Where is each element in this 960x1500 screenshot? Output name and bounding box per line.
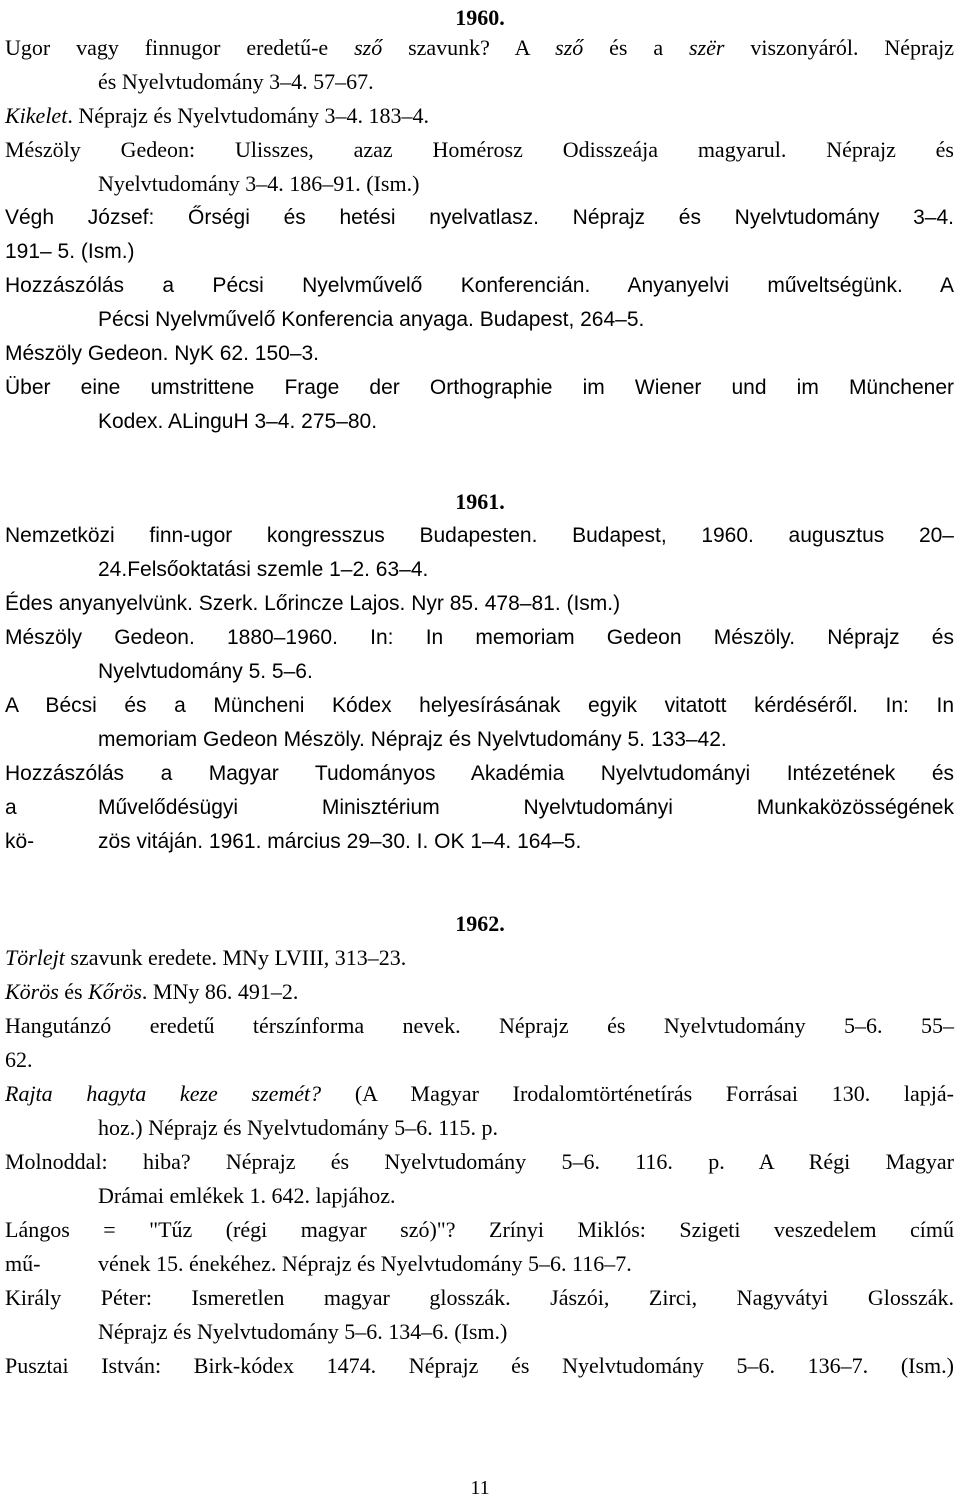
- entry-line: Über eine umstrittene Frage der Orthographie im Wiener und im Münchener: [5, 376, 954, 399]
- entry-line: Törlejt szavunk eredete. MNy LVIII, 313–23.: [5, 945, 407, 970]
- entry-line: zös vitáján. 1961. március 29–30. I. OK 1–4. 164–5.: [98, 830, 582, 853]
- entry-line: Hangutánzó eredetű térszínforma nevek. Néprajz és Nyelvtudomány 5–6. 55–: [5, 1013, 954, 1038]
- year-heading-1962: 1962.: [455, 911, 505, 936]
- entry-line: Rajta hagyta keze szemét? (A Magyar Irodalomtörténetírás Forrásai 130. lapjá-: [5, 1081, 954, 1106]
- entry-line: Hozzászólás a Magyar Tudományos Akadémia Nyelvtudományi Intézetének és: [5, 762, 954, 785]
- entry-line: A Bécsi és a Müncheni Kódex helyesírásának egyik vitatott kérdéséről. In: In: [5, 694, 954, 717]
- entry-line: 24.Felsőoktatási szemle 1–2. 63–4.: [98, 558, 429, 581]
- entry-line: Művelődésügyi Minisztérium Nyelvtudományi Munkaközösségének: [98, 796, 954, 819]
- entry-line: Pusztai István: Birk-kódex 1474. Néprajz és Nyelvtudomány 5–6. 136–7. (Ism.): [5, 1353, 954, 1378]
- entry-line: memoriam Gedeon Mészöly. Néprajz és Nyelvtudomány 5. 133–42.: [98, 728, 727, 751]
- entry-line: Néprajz és Nyelvtudomány 5–6. 134–6. (Ism.): [98, 1319, 508, 1344]
- entry-line: Nyelvtudomány 3–4. 186–91. (Ism.): [98, 171, 420, 196]
- entry-line: Mészöly Gedeon. NyK 62. 150–3.: [5, 342, 320, 365]
- entry-line: Körös és Kőrös. MNy 86. 491–2.: [5, 979, 299, 1004]
- entry-line-prefix: kö-: [5, 830, 35, 853]
- entry-line: Király Péter: Ismeretlen magyar glosszák. Jászói, Zirci, Nagyvátyi Glosszák.: [5, 1285, 954, 1310]
- entry-line: Kodex. ALinguH 3–4. 275–80.: [98, 410, 378, 433]
- page-number: 11: [470, 1477, 490, 1499]
- year-heading-1961: 1961.: [455, 489, 505, 514]
- entry-line: 191– 5. (Ism.): [5, 240, 135, 263]
- entry-line: Molnoddal: hiba? Néprajz és Nyelvtudomány 5–6. 116. p. A Régi Magyar: [5, 1149, 954, 1174]
- entry-line: Drámai emlékek 1. 642. lapjához.: [98, 1183, 396, 1208]
- entry-line: Édes anyanyelvünk. Szerk. Lőrincze Lajos. Nyr 85. 478–81. (Ism.): [5, 592, 621, 615]
- entry-line: Hozzászólás a Pécsi Nyelvművelő Konferencián. Anyanyelvi műveltségünk. A: [5, 274, 954, 297]
- entry-line: Mészöly Gedeon: Ulisszes, azaz Homérosz Odisszeája magyarul. Néprajz és: [5, 137, 954, 162]
- entry-line: Nemzetközi finn-ugor kongresszus Budapesten. Budapest, 1960. augusztus 20–: [5, 524, 954, 547]
- entry-line: vének 15. énekéhez. Néprajz és Nyelvtudomány 5–6. 116–7.: [98, 1251, 632, 1276]
- entry-line: Kikelet. Néprajz és Nyelvtudomány 3–4. 183–4.: [5, 103, 430, 128]
- entry-line: és Nyelvtudomány 3–4. 57–67.: [98, 69, 374, 94]
- entry-line: Nyelvtudomány 5. 5–6.: [98, 660, 313, 683]
- entry-line: Végh József: Őrségi és hetési nyelvatlasz. Néprajz és Nyelvtudomány 3–4.: [5, 206, 954, 229]
- entry-line: Mészöly Gedeon. 1880–1960. In: In memoriam Gedeon Mészöly. Néprajz és: [5, 626, 954, 649]
- entry-line: Lángos = "Tűz (régi magyar szó)"? Zrínyi Miklós: Szigeti veszedelem című: [5, 1217, 954, 1242]
- entry-line: Ugor vagy finnugor eredetű-e sző szavunk? A sző és a szër viszonyáról. Néprajz: [5, 35, 954, 60]
- entry-line-prefix: mű-: [5, 1251, 41, 1276]
- year-heading-1960: 1960.: [455, 5, 505, 30]
- entry-line: hoz.) Néprajz és Nyelvtudomány 5–6. 115. p.: [98, 1115, 498, 1140]
- entry-line: Pécsi Nyelvművelő Konferencia anyaga. Budapest, 264–5.: [98, 308, 645, 331]
- entry-line: 62.: [5, 1047, 33, 1072]
- entry-line-prefix: a: [5, 796, 17, 819]
